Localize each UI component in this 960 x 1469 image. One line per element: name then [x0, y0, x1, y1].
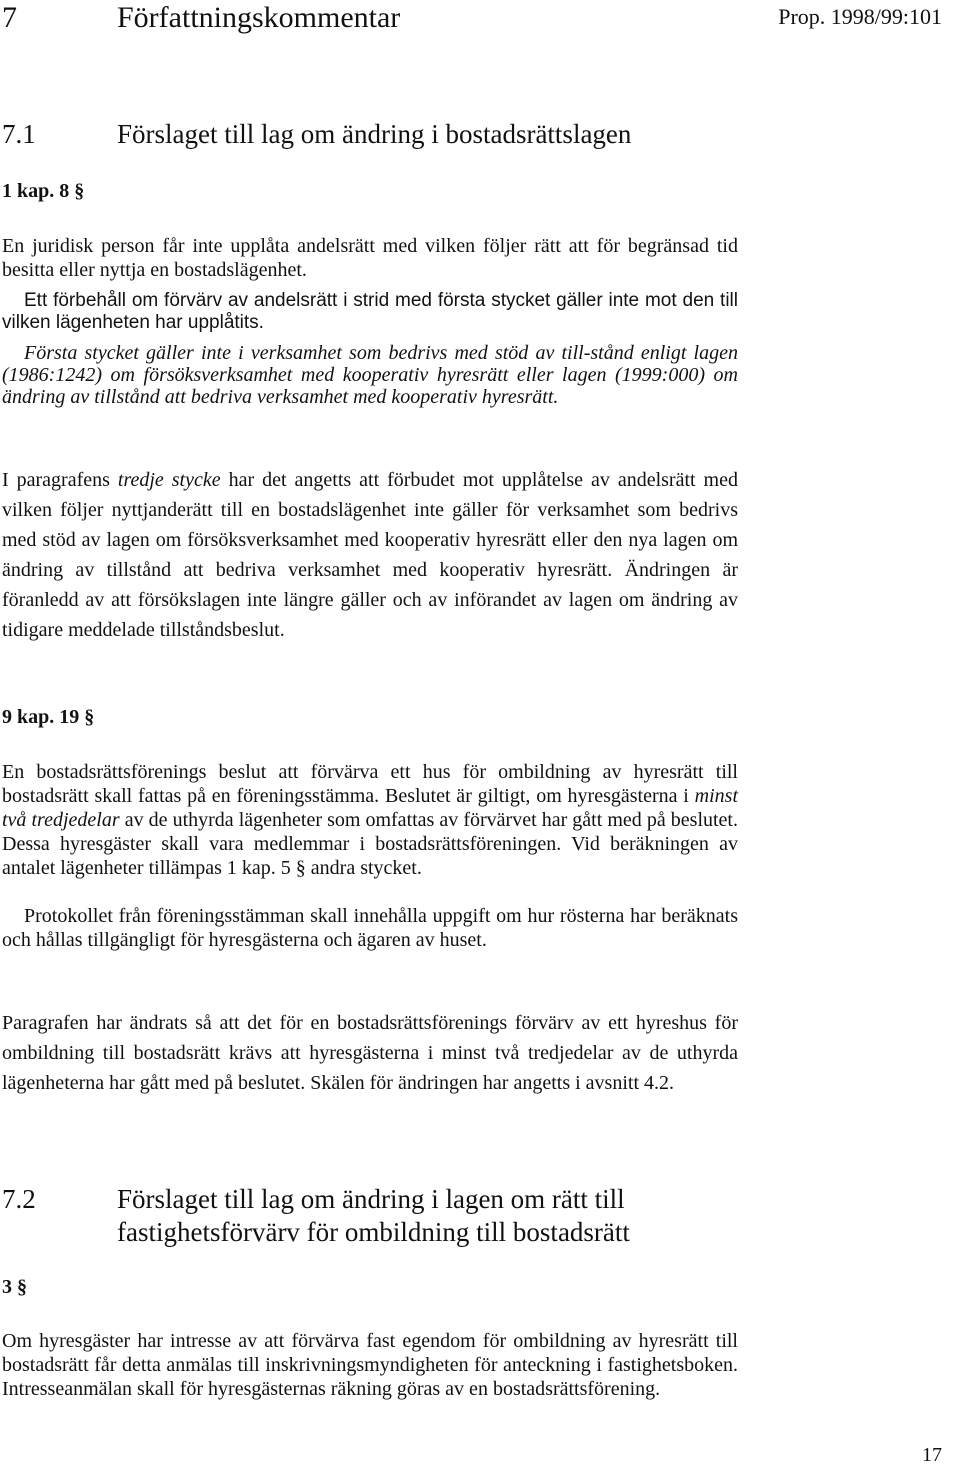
commentary-paragraph	[2, 1008, 738, 1098]
paragraph-reference: 1 kap. 8 §	[2, 180, 85, 202]
proposition-label: Prop. 1998/99:101	[778, 4, 942, 29]
law-text-paragraph	[2, 290, 738, 334]
law-text-1: En juridisk person får inte upplåta andelsrätt med vilken följer rätt att för begränsad tid besitta eller nyttja en bostadslägenhet.	[2, 235, 738, 281]
law-text-paragraph	[2, 342, 738, 408]
law-text-emphasis: minst två tredjedelar	[2, 785, 738, 831]
page-number: 17	[922, 1444, 942, 1466]
section-number: 7.1	[2, 119, 36, 149]
section-number: 7.2	[2, 1184, 36, 1214]
section-title: Förslaget till lag om ändring i bostadsrättslagen	[117, 119, 632, 149]
chapter-number: 7	[2, 1, 17, 34]
law-text-5: Protokollet från föreningsstämman skall innehålla uppgift om hur rösterna har beräknats och hållas tillgängligt för hyresgästerna och ägaren av huset.	[2, 905, 738, 951]
law-text-paragraph	[2, 760, 738, 880]
paragraph-reference: 3 §	[2, 1276, 27, 1298]
law-text-paragraph	[2, 904, 738, 952]
law-text-paragraph	[2, 234, 738, 282]
law-text-3: Första stycket gäller inte i verksamhet som bedrivs med stöd av till-stånd enligt lagen (1986:1242) om försöksverksamhet med kooperativ hyresrätt eller lagen (1999:000) om ändring av tillstånd att bedriva verksamhet med kooperativ hyresrätt.	[2, 342, 738, 408]
law-text-2: Ett förbehåll om förvärv av andelsrätt i strid med första stycket gäller inte mot den till vilken lägenheten har upplåtits.	[2, 290, 738, 333]
law-text-paragraph	[2, 1329, 738, 1401]
law-text-4: av de uthyrda lägenheter som omfattas av förvärvet har gått med på beslutet. Dessa hyresgäster skall vara medlemmar i bostadsrättsföreningen. Vid beräkningen av antalet lägenheter tillämpas 1 kap. 5 § andra stycket.	[2, 809, 738, 879]
commentary-text-2: Paragrafen har ändrats så att det för en bostadsrättsförenings förvärv av ett hyreshus för ombildning till bostadsrätt krävs att hyresgästerna i minst två tredjedelar av de uthyrda lägenheterna har gått med på beslutet. Skälen för ändringen har angetts i avsnitt 4.2.	[2, 1012, 738, 1094]
paragraph-reference: 9 kap. 19 §	[2, 706, 95, 728]
commentary-paragraph	[2, 465, 738, 645]
law-text-4: En bostadsrättsförenings beslut att förvärva ett hus för ombildning av hyresrätt till bostadsrätt skall fattas på en föreningsstämma. Beslutet är giltigt, om hyresgästerna i	[2, 761, 738, 807]
chapter-title: Författningskommentar	[117, 1, 401, 34]
law-text-6: Om hyresgäster har intresse av att förvärva fast egendom för ombildning av hyresrätt till bostadsrätt får detta anmälas till inskrivningsmyndigheten för anteckning i fastighetsboken. Intresseanmälan skall för hyresgästernas räkning göras av en bostadsrättsförening.	[2, 1330, 738, 1400]
commentary-text: I paragrafens	[2, 469, 118, 491]
section-title: Förslaget till lag om ändring i lagen om rätt till fastighetsförvärv för ombildning till bostadsrätt	[117, 1184, 630, 1247]
commentary-emphasis: tredje stycke	[117, 469, 221, 491]
commentary-text: har det angetts att förbudet mot upplåtelse av andelsrätt med vilken följer nyttjanderätt till en bostadslägenhet inte gäller för verksamhet som bedrivs med stöd av lagen om försöksverksamhet med kooperativ hyresrätt eller den nya lagen om ändring av tillstånd att bedriva verksamhet med kooperativ hyresrätt. Ändringen är föranledd av att försökslagen inte längre gäller och av införandet av lagen om ändring av tidigare meddelade tillståndsbeslut.	[2, 469, 738, 641]
